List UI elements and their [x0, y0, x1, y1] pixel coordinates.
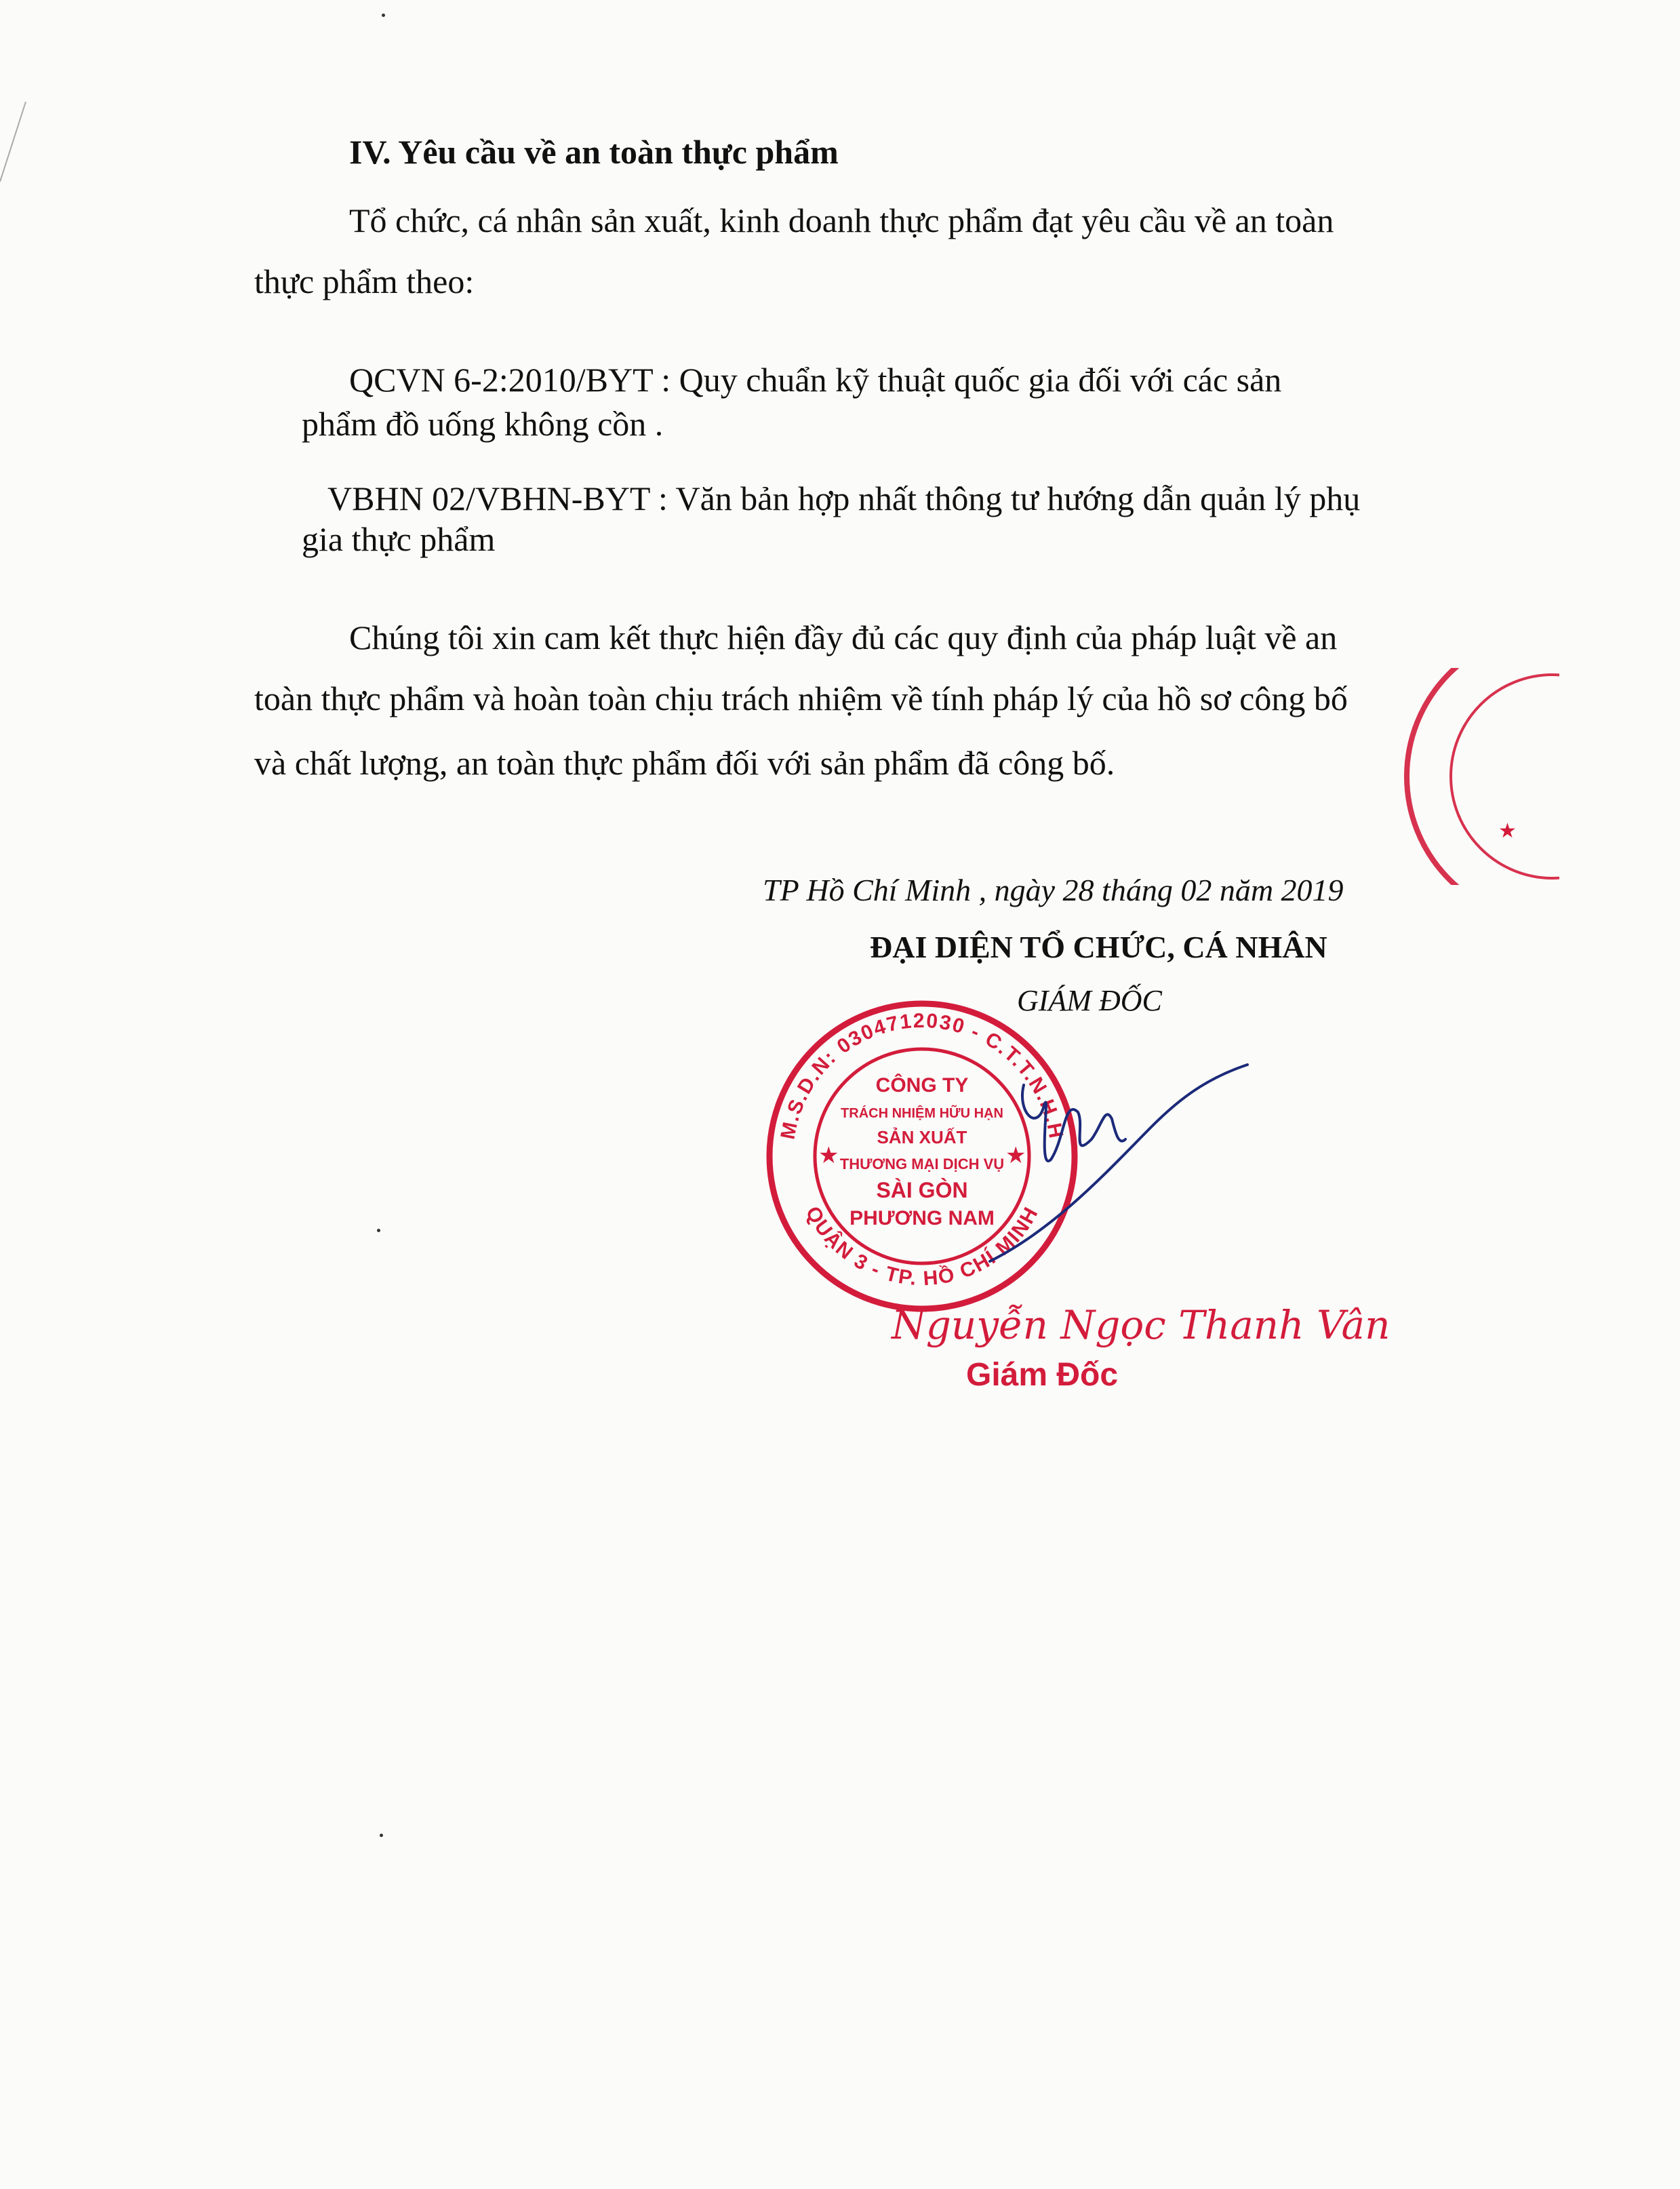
- intro-line-1: Tổ chức, cá nhân sản xuất, kinh doanh thực phẩm đạt yêu cầu về an toàn: [349, 201, 1334, 239]
- svg-text:★: ★: [1498, 819, 1517, 843]
- stamp-line-3: SẢN XUẤT: [877, 1127, 967, 1147]
- partial-stamp-edge: [1397, 668, 1559, 888]
- svg-text:★: ★: [818, 1142, 839, 1169]
- handwritten-signature: [976, 1058, 1261, 1278]
- regulation-qcvn-line-1: QCVN 6-2:2010/BYT : Quy chuẩn kỹ thuật quốc gia đối với các sản: [349, 361, 1282, 399]
- intro-line-2: thực phẩm theo:: [254, 262, 475, 300]
- scan-dot: [380, 1834, 383, 1837]
- stamp-line-5: SÀI GÒN: [876, 1178, 968, 1202]
- representative-heading: ĐẠI DIỆN TỔ CHỨC, CÁ NHÂN: [870, 930, 1327, 964]
- signer-title: Giám Đốc: [966, 1357, 1119, 1393]
- stamp-line-6: PHƯƠNG NAM: [849, 1207, 995, 1229]
- commitment-line-3: và chất lượng, an toàn thực phẩm đối với sản phẩm đã công bố.: [254, 744, 1115, 782]
- position-label: GIÁM ĐỐC: [1017, 984, 1162, 1017]
- signer-name: Nguyễn Ngọc Thanh Vân: [892, 1302, 1391, 1348]
- section-heading: IV. Yêu cầu về an toàn thực phẩm: [349, 133, 839, 171]
- stamp-line-2: TRÁCH NHIỆM HỮU HẠN: [841, 1106, 1003, 1121]
- stamp-line-4: THƯƠNG MẠI DỊCH VỤ: [839, 1156, 1005, 1172]
- stamp-line-1: CÔNG TY: [875, 1074, 969, 1097]
- regulation-qcvn-line-2: phẩm đồ uống không cồn .: [302, 405, 664, 443]
- regulation-vbhn-line-2: gia thực phẩm: [302, 520, 496, 558]
- stamp-ring-text: M.S.D.N: 0304712030 - C.T.T.N.H.H: [776, 1009, 1068, 1141]
- scan-edge-mark: [0, 102, 27, 183]
- place-date: TP Hồ Chí Minh , ngày 28 tháng 02 năm 2019: [763, 873, 1344, 907]
- scan-dot: [377, 1229, 380, 1232]
- commitment-line-2: toàn thực phẩm và hoàn toàn chịu trách nhiệm về tính pháp lý của hồ sơ công bố: [254, 679, 1348, 717]
- scan-dot: [382, 14, 385, 17]
- svg-text:★: ★: [1005, 1142, 1026, 1169]
- stamp-bottom-text: QUẬN 3 - TP. HỒ CHÍ MINH: [801, 1202, 1043, 1290]
- regulation-vbhn-line-1: VBHN 02/VBHN-BYT : Văn bản hợp nhất thông tư hướng dẫn quản lý phụ: [327, 479, 1361, 517]
- commitment-line-1: Chúng tôi xin cam kết thực hiện đầy đủ các quy định của pháp luật về an: [349, 618, 1338, 656]
